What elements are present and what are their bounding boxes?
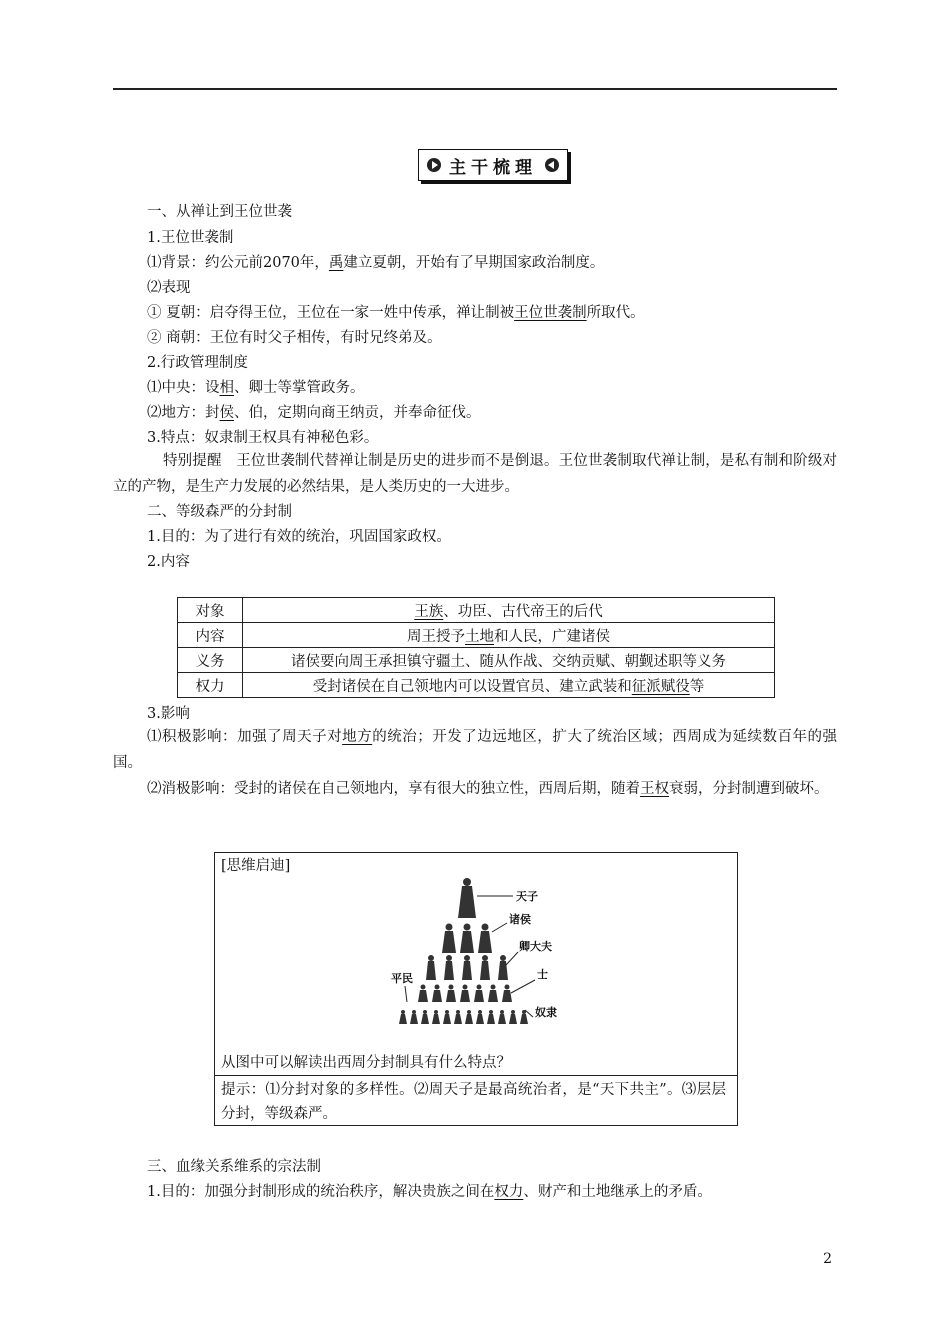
fenfeng-table (177, 597, 775, 698)
s2-goal: 1.目的：为了进行有效的统治，巩固国家政权。 (147, 529, 451, 545)
table-key: 内容 (178, 623, 243, 648)
section2-heading: 二、等级森严的分封制 (147, 504, 292, 520)
s1-sub2: 2.行政管理制度 (147, 355, 248, 371)
s1-shang: ② 商朝：王位有时父子相传，有时兄终弟及。 (147, 330, 442, 346)
hint-text: 提示：⑴分封对象的多样性。⑵周天子是最高统治者，是“天下共主”。⑶层层分封，等级森严。 (221, 1082, 726, 1122)
s2-negative: ⑵消极影响：受封的诸侯在自己领地内，享有很大的独立性，西周后期，随着王权衰弱，分封制遭到破坏。 (147, 781, 829, 797)
s1-xia: ① 夏朝：启夺得王位，王位在一家一姓中传承，禅让制被王位世袭制所取代。 (147, 305, 645, 321)
table-value: 受封诸侯在自己领地内可以设置官员、建立武装和征派赋役等 (243, 673, 775, 698)
table-value: 诸侯要向周王承担镇守疆土、随从作战、交纳贡赋、朝觐述职等义务 (243, 648, 775, 673)
table-key: 对象 (178, 598, 243, 623)
s1-reminder: 特别提醒 王位世袭制代替禅让制是历史的进步而不是倒退。王位世袭制取代禅让制，是私有制和阶级对立的产物，是生产力发展的必然结果，是人类历史的一大进步。 (113, 453, 837, 495)
table-row (178, 598, 775, 623)
label-shi: 士 (537, 968, 548, 981)
table-row (178, 623, 775, 648)
table-row (178, 648, 775, 673)
label-zhuhou: 诸侯 (509, 913, 531, 926)
hint-area (215, 1075, 737, 1122)
play-left-icon (545, 158, 559, 172)
s2-content: 2.内容 (147, 554, 190, 570)
section-banner (418, 149, 568, 181)
label-qingdafu: 卿大夫 (519, 940, 552, 953)
s1-sub1: 1.王位世袭制 (147, 230, 234, 246)
s1-background: ⑴背景：约公元前2070年，禹建立夏朝，开始有了早期国家政治制度。 (147, 255, 605, 271)
s1-local: ⑵地方：封侯、伯，定期向商王纳贡，并奉命征伐。 (147, 405, 481, 421)
thinking-title: [思维启迪] (221, 858, 291, 874)
play-right-icon (427, 158, 441, 172)
s3-goal: 1.目的：加强分封制形成的统治秩序，解决贵族之间在权力、财产和土地继承上的矛盾。 (147, 1184, 712, 1200)
thinking-question: 从图中可以解读出西周分封制具有什么特点？ (221, 1055, 511, 1071)
s2-influence: 3.影响 (147, 706, 190, 722)
table-value: 周王授予土地和人民，广建诸侯 (243, 623, 775, 648)
s2-positive: ⑴积极影响：加强了周天子对地方的统治；开发了边远地区，扩大了统治区域；西周成为延续数百年的强国。 (113, 729, 838, 771)
s1-sub3: 3.特点：奴隶制王权具有神秘色彩。 (147, 430, 379, 446)
s1-biaoxian: ⑵表现 (147, 280, 191, 296)
table-key: 义务 (178, 648, 243, 673)
table-key: 权力 (178, 673, 243, 698)
section3-heading: 三、血缘关系维系的宗法制 (147, 1159, 321, 1175)
label-pingmin: 平民 (391, 972, 413, 985)
section1-heading: 一、从禅让到王位世袭 (147, 204, 292, 220)
header-rule (113, 88, 837, 90)
label-tianzi: 天子 (516, 890, 538, 903)
table-row (178, 673, 775, 698)
s1-central: ⑴中央：设相、卿士等掌管政务。 (147, 380, 365, 396)
label-nuli: 奴隶 (535, 1006, 557, 1019)
hierarchy-pyramid-figure (385, 870, 565, 1050)
table-value: 王族、功臣、古代帝王的后代 (243, 598, 775, 623)
banner-title: 主干梳理 (449, 157, 537, 178)
page-number: 2 (823, 1251, 832, 1267)
